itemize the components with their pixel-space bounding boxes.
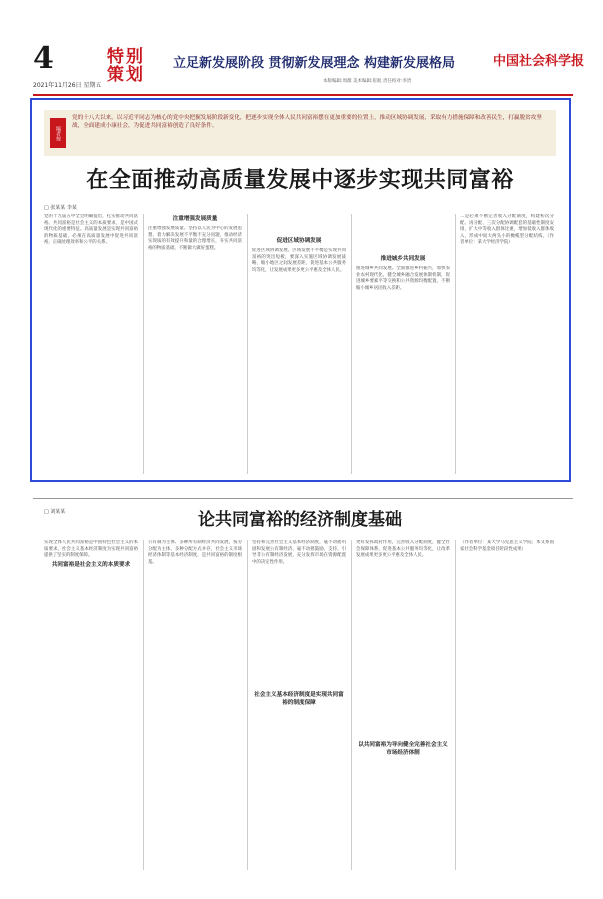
article1-column-4: 推进城乡共同发展。全面推进乡村振兴，加快农业农村现代化，健全城乡融合发展体制机制，促进城乡要素平等交换和公共资源均衡配置，不断缩小城乡居民收入差距。 (356, 266, 450, 291)
page-slogan: 立足新发展阶段 贯彻新发展理念 构建新发展格局 (173, 56, 456, 71)
article2-column-1: 实现全体人民共同富裕是中国特色社会主义的本质要求，社会主义基本经济制度为实现共同富裕提供了坚实的制度保障。 (44, 540, 138, 558)
article2-subhead-1: 共同富裕是社会主义的本质要求 (51, 562, 131, 568)
column-rule (455, 540, 456, 870)
masthead-rule (33, 94, 573, 96)
article1-subhead-1: 注重增强发展质量 (172, 216, 218, 222)
column-rule (247, 540, 248, 870)
column-rule (143, 540, 144, 870)
article2-headline: 论共同富裕的经济制度基础 (198, 510, 402, 530)
article-divider (33, 498, 573, 499)
editor-note-text: 党的十八大以来，以习近平同志为核心的党中央把握发展阶段新变化，把逐步实现全体人民共同富裕摆在更加重要的位置上，推动区域协调发展，采取有力措施保障和改善民生，打赢脱贫攻坚战，全面建成小康社会，为促进共同富裕创造了良好条件。 (72, 115, 542, 129)
article1-column-5: 二是必须不断完善收入分配制度，构建初次分配、再分配、三次分配协调配套的基础性制度安排，扩大中等收入群体比重，增加低收入群体收入，形成中间大两头小的橄榄型分配结构。（作者单位：某大学经济学院） (460, 214, 554, 246)
page-number: 4 (33, 41, 54, 76)
article1-column-3: 促进区域协调发展。区域发展不平衡是实现共同富裕的突出短板，要深入实施区域协调发展战略，缩小地区之间发展差距，促进基本公共服务均等化，让发展成果更多更公平惠及全体人民。 (252, 248, 346, 273)
editor-info: 本版编辑:周薇 美术编辑:崔航 责任校对:李贵 (323, 79, 412, 84)
article1-headline: 在全面推动高质量发展中逐步实现共同富裕 (86, 167, 514, 193)
newspaper-brand: 中国社会科学报 (493, 54, 585, 69)
masthead (33, 41, 585, 94)
column-rule (351, 540, 352, 870)
article2-byline: □ 刘某某 (44, 509, 66, 515)
column-rule (351, 214, 352, 474)
issue-date: 2021年11月26日 星期五 (33, 82, 102, 89)
article2-column-2: 公有制为主体、多种所有制经济共同发展，按劳分配为主体、多种分配方式并存，社会主义市场经济体制等基本经济制度，是共同富裕的制度根基。 (148, 540, 242, 565)
article1-subhead-2: 促进区域协调发展 (276, 238, 322, 244)
article2-subhead-3: 以共同富裕为导向健全完善社会主义市场经济体制 (358, 742, 448, 756)
article2-column-4: 更好发挥政府作用，完善收入分配制度，健全社会保障体系，促进基本公共服务均等化，让改革发展成果更多更公平惠及全体人民。 (356, 540, 450, 559)
article1-byline: □ 张某某 李某 (44, 205, 77, 211)
column-title: 特别策划 (107, 47, 145, 85)
column-rule (143, 214, 144, 474)
column-rule (247, 214, 248, 474)
article1-column-2: 注重增强发展质量。坚持以人民为中心的发展思想，着力解决发展不平衡不充分问题，推动经济实现质的有效提升和量的合理增长，夯实共同富裕的物质基础，不断做大做好蛋糕。 (148, 226, 242, 251)
article2-column-5: （作者单位：某大学马克思主义学院；本文系国家社会科学基金项目阶段性成果） (460, 540, 554, 552)
column-rule (455, 214, 456, 474)
article2-subhead-2: 社会主义基本经济制度是实现共同富裕的制度保障 (254, 692, 344, 706)
editor-note-tag: 编者按 (50, 118, 66, 148)
article1-column-1: 党的十九届五中全会明确提出，扎实推动共同富裕。共同富裕是社会主义的本质要求，是中国式现代化的重要特征。高质量发展是实现共同富裕的物质基础，必须在高质量发展中促进共同富裕，正确处理效率和公平的关系。 (44, 214, 138, 246)
article1-subhead-3: 推进城乡共同发展 (380, 256, 426, 262)
article2-column-3: 坚持和完善社会主义基本经济制度，毫不动摇巩固和发展公有制经济，毫不动摇鼓励、支持、引导非公有制经济发展，充分发挥市场在资源配置中的决定性作用。 (252, 540, 346, 565)
